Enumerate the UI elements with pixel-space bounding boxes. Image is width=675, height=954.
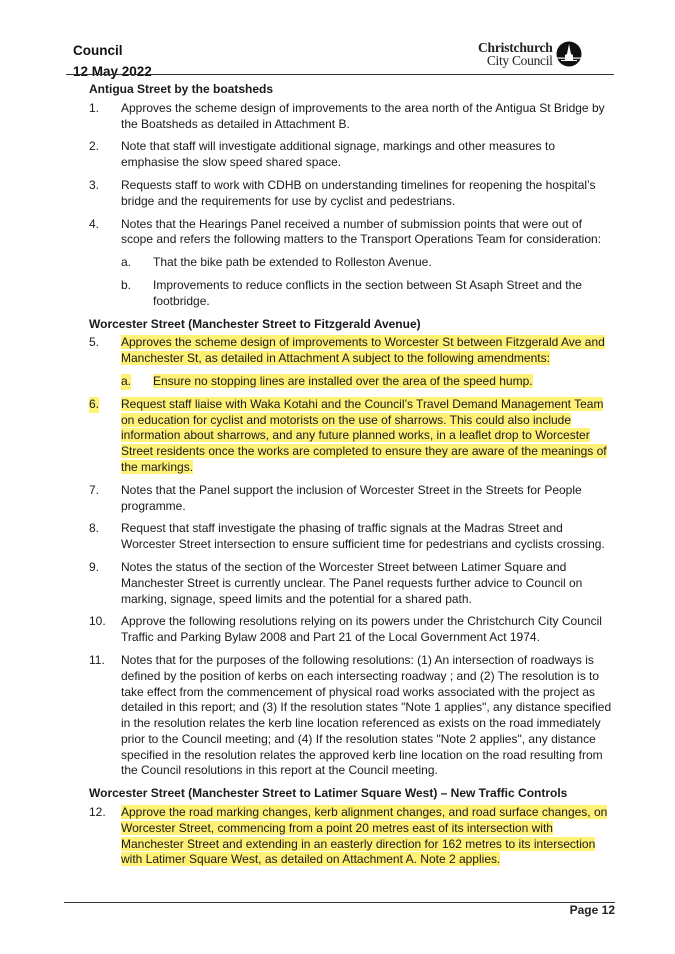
christchurch-city-council-logo — [478, 41, 582, 67]
page-number: Page 12 — [569, 903, 615, 917]
resolution-item — [89, 139, 614, 171]
item-number: 3. — [89, 177, 100, 192]
item-text: Notes the status of the section of the Worcester Street between Latimer Square and Manchester Street is currently unclear. The Panel requests further advice to Council on marking, signage, speed limits and the potential for a shared path. — [121, 559, 583, 606]
document-header — [73, 40, 152, 82]
header-date: 12 May 2022 — [73, 64, 152, 79]
item-number: 4. — [89, 216, 100, 231]
item-number: 2. — [89, 139, 100, 154]
item-text: Requests staff to work with CDHB on understanding timelines for reopening the hospital’s bridge and the requirements for use by cyclist and pedestrians. — [121, 177, 596, 208]
item-number: 6. — [89, 396, 100, 411]
item-text: Request that staff investigate the phasing of traffic signals at the Madras Street and Worcester Street intersection to ensure sufficient time for pedestrians and cyclists crossing. — [121, 521, 605, 552]
item-number: 12. — [89, 805, 106, 820]
subitem-text: That the bike path be extended to Rolleston Avenue. — [153, 255, 432, 270]
subitem-letter: b. — [121, 277, 132, 292]
section-heading-antigua: Antigua Street by the boatsheds — [89, 82, 274, 96]
item-text: Notes that the Hearings Panel received a number of submission points that were out of scope and refers the following matters to the Transport Operations Team for consideration: — [121, 216, 602, 247]
resolution-item-highlighted — [89, 335, 614, 367]
resolution-item-highlighted — [89, 397, 614, 476]
resolution-item — [89, 614, 614, 646]
item-number: 5. — [89, 335, 100, 350]
resolution-item — [89, 217, 614, 249]
document-body — [89, 82, 614, 875]
resolution-item — [89, 101, 614, 133]
item-number: 7. — [89, 482, 100, 497]
subitem-letter: a. — [121, 255, 132, 270]
item-text-highlighted: Request staff liaise with Waka Kotahi and the Council’s Travel Demand Management Team on education for cyclist and motorists on the use of sharrows. This could also include information about sharrows, and any future planned works, in a leaflet drop to Worcester Street residents once the works are completed to ensure they are aware of the meanings of the markings. — [121, 396, 607, 474]
subitem-letter: a. — [121, 373, 132, 388]
resolution-item — [89, 653, 614, 779]
header-title: Council — [73, 43, 123, 58]
item-text: Note that staff will investigate additional signage, markings and other measures to emphasise the slow speed shared space. — [121, 139, 556, 170]
section-heading-worcester-fitzgerald: Worcester Street (Manchester Street to Fitzgerald Avenue) — [89, 316, 421, 331]
cathedral-spire-logo-icon — [556, 41, 582, 67]
resolution-subitem — [89, 278, 614, 310]
footer-divider — [64, 902, 615, 903]
item-text: Notes that the Panel support the inclusion of Worcester Street in the Streets for People programme. — [121, 482, 582, 513]
resolution-item — [89, 521, 614, 553]
section-heading-worcester-latimer: Worcester Street (Manchester Street to Latimer Square West) – New Traffic Controls — [89, 786, 568, 801]
item-text: Approve the following resolutions relying on its powers under the Christchurch City Council Traffic and Parking Bylaw 2008 and Part 21 of the Local Government Act 1974. — [121, 614, 602, 645]
item-text: Approves the scheme design of improvements to the area north of the Antigua St Bridge by the Boatsheds as detailed in Attachment B. — [121, 100, 605, 131]
resolution-subitem — [89, 255, 614, 271]
header-divider — [66, 74, 614, 75]
subitem-text: Improvements to reduce conflicts in the section between St Asaph Street and the footbridge. — [153, 277, 582, 308]
resolution-item — [89, 178, 614, 210]
item-number: 8. — [89, 521, 100, 536]
resolution-item-highlighted — [89, 805, 614, 868]
logo-line-2: City Council — [486, 53, 553, 68]
item-number: 10. — [89, 614, 106, 629]
item-number: 11. — [89, 652, 105, 667]
resolution-item — [89, 483, 614, 515]
resolution-subitem-highlighted — [89, 374, 614, 390]
logo-line-1: Christchurch — [478, 40, 553, 55]
item-text-highlighted: Approves the scheme design of improvements to Worcester St between Fitzgerald Ave and Manchester St, as detailed in Attachment A subject to the following amendments: — [121, 335, 605, 366]
item-text-highlighted: Approve the road marking changes, kerb alignment changes, and road surface changes, on Worcester Street, commencing from a point 20 metres east of its intersection with Manchester Street and extending in an easterly direction for 162 metres to its intersection with Latimer Square West, as detailed on Attachment A. Note 2 applies. — [121, 805, 608, 867]
item-text: Notes that for the purposes of the following resolutions: (1) An intersection of roadways is defined by the position of kerbs on each intersecting roadway ; and (2) The resolution is to take effect from the commencement of physical road works associated with the project as detailed in this report; and (3) If the resolution states "Note 1 applies", any distance specified in the resolution relates the kerb line location referenced as exists on the road immediately prior to the Council meeting; and (4) If the resolution states "Note 2 applies", any distance specified in the resolution relates the approved kerb line location on the road resulting from the Council resolutions in this report at the Council meeting. — [121, 652, 612, 778]
item-number: 9. — [89, 559, 100, 574]
subitem-text-highlighted: Ensure no stopping lines are installed over the area of the speed hump. — [153, 373, 533, 388]
item-number: 1. — [89, 100, 100, 115]
resolution-item — [89, 560, 614, 607]
